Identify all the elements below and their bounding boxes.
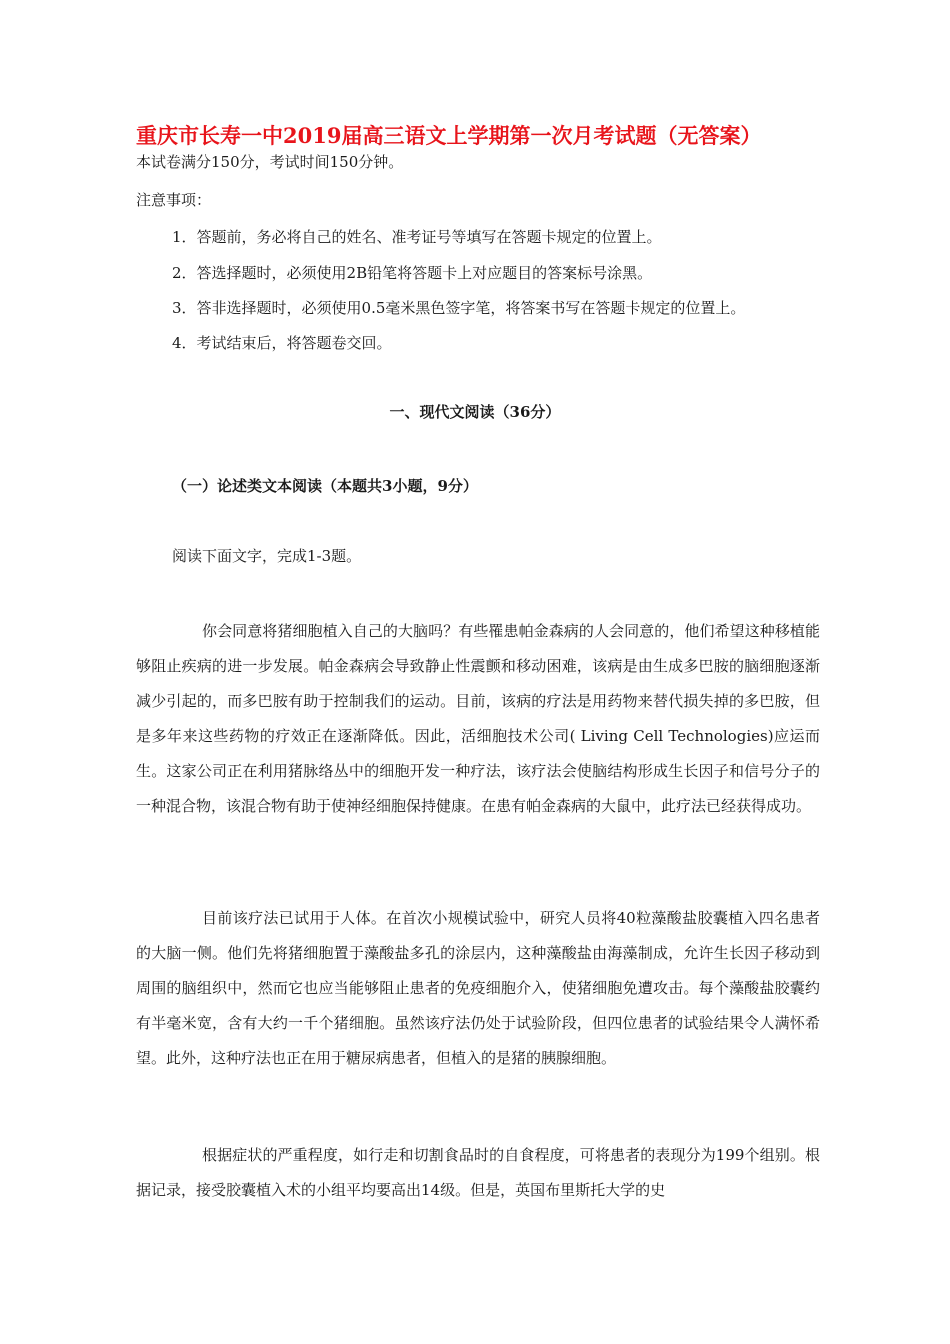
notice-item: 3．答非选择题时，必须使用0.5毫米黑色签字笔，将答案书写在答题卡规定的位置上。 xyxy=(172,299,746,317)
passage-paragraph: 你会同意将猪细胞植入自己的大脑吗？有些罹患帕金森病的人会同意的，他们希望这种移植能够阻止疾病的进一步发展。帕金森病会导致静止性震颤和移动困难，该病是由生成多巴胺的脑细胞逐渐减少引起的，而多巴胺有助于控制我们的运动。目前，该病的疗法是用药物来替代损失掉的多巴胺，但是多年来这些药物的疗效正在逐渐降低。因此，活细胞技术公司( Living Cell Technologies)应运而生。这家公司正在利用猪脉络丛中的细胞开发一种疗法，该疗法会使脑结构形成生长因子和信号分子的一种混合物，该混合物有助于使神经细胞保持健康。在患有帕金森病的大鼠中，此疗法已经获得成功。 xyxy=(136,622,820,815)
passage-paragraph: 目前该疗法已试用于人体。在首次小规模试验中，研究人员将40粒藻酸盐胶囊植入四名患者的大脑一侧。他们先将猪细胞置于藻酸盐多孔的涂层内，这种藻酸盐由海藻制成，允许生长因子移动到周围的脑组织中，然而它也应当能够阻止患者的免疫细胞介入，使猪细胞免遭攻击。每个藻酸盐胶囊约有半毫米宽，含有大约一千个猪细胞。虽然该疗法仍处于试验阶段，但四位患者的试验结果令人满怀希望。此外，这种疗法也正在用于糖尿病患者，但植入的是猪的胰腺细胞。 xyxy=(136,909,820,1067)
exam-info: 本试卷满分150分，考试时间150分钟。 xyxy=(136,153,404,171)
notice-item: 1．答题前，务必将自己的姓名、准考证号等填写在答题卡规定的位置上。 xyxy=(172,228,662,246)
reading-instruction: 阅读下面文字，完成1-3题。 xyxy=(172,547,362,565)
notice-heading: 注意事项： xyxy=(136,191,212,209)
passage-paragraph: 根据症状的严重程度，如行走和切割食品时的自食程度，可将患者的表现分为199个组别。根据记录，接受胶囊植入术的小组平均要高出14级。但是，英国布里斯托大学的史 xyxy=(136,1146,820,1199)
section-title: 一、现代文阅读（36分） xyxy=(389,403,561,421)
notice-item: 4．考试结束后，将答题卷交回。 xyxy=(172,334,392,352)
document-title: 重庆市长寿一中2019届高三语文上学期第一次月考试题（无答案） xyxy=(136,123,762,148)
subsection-title: （一）论述类文本阅读（本题共3小题，9分） xyxy=(172,477,478,495)
notice-item: 2．答选择题时，必须使用2B铅笔将答题卡上对应题目的答案标号涂黑。 xyxy=(172,264,653,282)
